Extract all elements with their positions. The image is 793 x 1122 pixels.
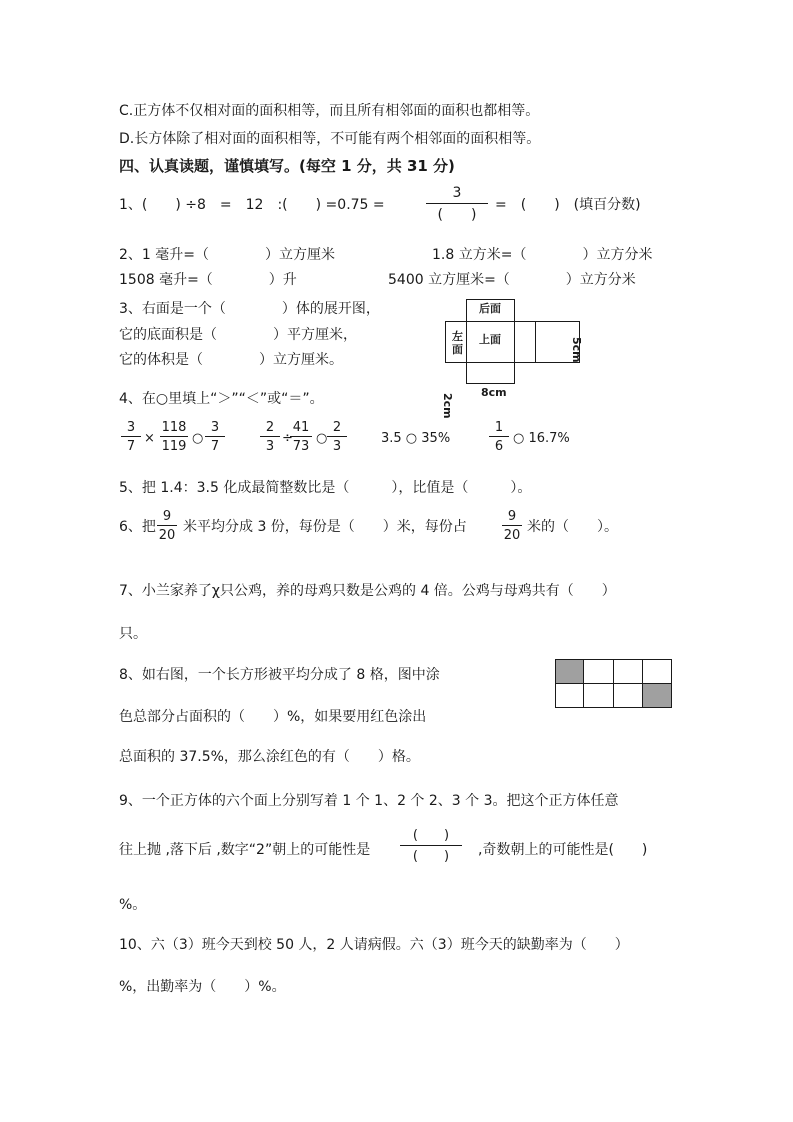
q4a-f3-denominator: 7 [210,439,220,454]
q1-tail: = ( ) (填百分数) [495,197,641,213]
q9-line3: %。 [119,897,147,913]
net-dim-length: 8cm [481,386,507,399]
q1-text: 1、( ) ÷8 = 12 :( ) =0.75 = [119,197,385,213]
q7-line2: 只。 [119,626,147,642]
q4d-fraction [489,421,509,453]
q4a-f1-numerator: 3 [126,420,136,435]
grid-cell [642,659,672,684]
q8-line3: 总面积的 37.5%，那么涂红色的有（ ）格。 [119,749,420,765]
q9-fraction-numerator: ( ) [412,828,450,843]
q9-fraction-denominator: ( ) [412,849,450,864]
q4b-f2-numerator: 41 [292,420,310,435]
q9-line2-prefix: 往上抛 ,落下后 ,数字“2”朝上的可能性是 [119,842,371,858]
q10-line1: 10、六（3）班今天到校 50 人，2 人请病假。六（3）班今天的缺勤率为（ ） [119,937,629,953]
q9-line2-tail: ,奇数朝上的可能性是( ) [478,842,648,858]
q6-f1-denominator: 20 [158,528,176,543]
q2-b: 1.8 立方米=（ ）立方分米 [432,247,653,263]
q4a-f3-numerator: 3 [210,420,220,435]
q4b-fraction2 [290,421,312,453]
q4a-f2-numerator: 118 [161,420,187,435]
grid-cell [555,683,584,709]
grid-cell [613,683,643,709]
q3-line3: 它的体积是（ ）立方厘米。 [119,352,343,368]
grid-cell [583,659,613,684]
q6-middle: 米平均分成 3 份，每份是（ ）米，每份占 [183,519,467,535]
q6-f2-numerator: 9 [507,509,517,524]
q4b-fraction1 [260,421,280,453]
option-c: C.正方体不仅相对面的面积相等，而且所有相邻面的面积也都相等。 [119,103,540,119]
q4-item-c: 3.5 ○ 35% [381,431,451,446]
q1-fraction-bar [426,203,488,204]
q6-tail: 米的（ ）。 [527,519,618,535]
q4b-compare-circle: ○ [316,431,328,446]
q1-fraction-numerator: 3 [452,185,462,201]
q4a-f1-denominator: 7 [126,439,136,454]
q4a-fraction3 [205,421,225,453]
q4-text: 4、在○里填上“＞”“＜”或“＝”。 [119,391,324,407]
q2-d: 5400 立方厘米=（ ）立方分米 [388,272,636,288]
q4b-f1-denominator: 3 [265,439,275,454]
net-right-face [514,321,536,363]
q6-fraction1 [157,510,177,542]
grid-cell-shaded [642,683,672,709]
section-title: 四、认真读题，谨慎填写。(每空 1 分，共 31 分) [119,157,455,175]
net-label-left-bottom: 面 [452,343,463,356]
q9-fraction-bar [400,845,462,846]
net-label-left-top: 左 [452,330,463,343]
q6-prefix: 6、把 [119,519,156,535]
grid-cell-shaded [555,659,584,684]
net-dim-height: 5cm [570,337,583,363]
q8-line2: 色总部分占面积的（ ）%，如果要用红色涂出 [119,709,427,725]
q4b-operator: ÷ [282,431,293,446]
q4b-f1-numerator: 2 [265,420,275,435]
grid-cell [583,683,613,709]
q6-f2-denominator: 20 [503,528,521,543]
q4a-compare-circle: ○ [192,431,204,446]
q5-text: 5、把 1.4：3.5 化成最简整数比是（ ），比值是（ ）。 [119,480,532,496]
option-d: D.长方体除了相对面的面积相等，不可能有两个相邻面的面积相等。 [119,131,541,147]
q8-line1: 8、如右图，一个长方形被平均分成了 8 格，图中涂 [119,667,440,683]
q2-c: 1508 毫升=（ ）升 [119,272,297,288]
q4a-fraction2 [160,421,188,453]
q4b-f3-denominator: 3 [332,439,342,454]
q9-fraction [400,829,462,863]
q7-line1: 7、小兰家养了χ只公鸡，养的母鸡只数是公鸡的 4 倍。公鸡与母鸡共有（ ） [119,583,616,599]
q10-line2: %，出勤率为（ ）%。 [119,979,286,995]
q1-fraction [426,186,488,222]
q4b-fraction3 [327,421,347,453]
q4a-fraction1 [121,421,141,453]
q4a-operator: × [144,431,155,446]
q9-line1: 9、一个正方体的六个面上分别写着 1 个 1、2 个 2、3 个 3。把这个正方体任意 [119,793,619,809]
q4d-denominator: 6 [494,439,504,454]
q3-line2: 它的底面积是（ ）平方厘米， [119,327,357,343]
q1-fraction-denominator: ( ) [437,207,477,223]
net-label-back: 后面 [479,302,501,315]
net-dim-width: 2cm [441,393,454,419]
grid-cell [613,659,643,684]
q6-f1-numerator: 9 [162,509,172,524]
q4a-f2-denominator: 119 [161,439,187,454]
q4b-f3-numerator: 2 [332,420,342,435]
net-label-top: 上面 [479,333,501,346]
q6-fraction2 [502,510,522,542]
q3-line1: 3、右面是一个（ ）体的展开图， [119,301,380,317]
q8-rectangle-grid [555,659,672,708]
q4b-f2-denominator: 73 [292,439,310,454]
net-front-face [466,362,515,384]
q2-a: 2、1 毫升=（ ）立方厘米 [119,247,335,263]
q4d-numerator: 1 [494,420,504,435]
q4d-tail: ○ 16.7% [513,431,570,446]
